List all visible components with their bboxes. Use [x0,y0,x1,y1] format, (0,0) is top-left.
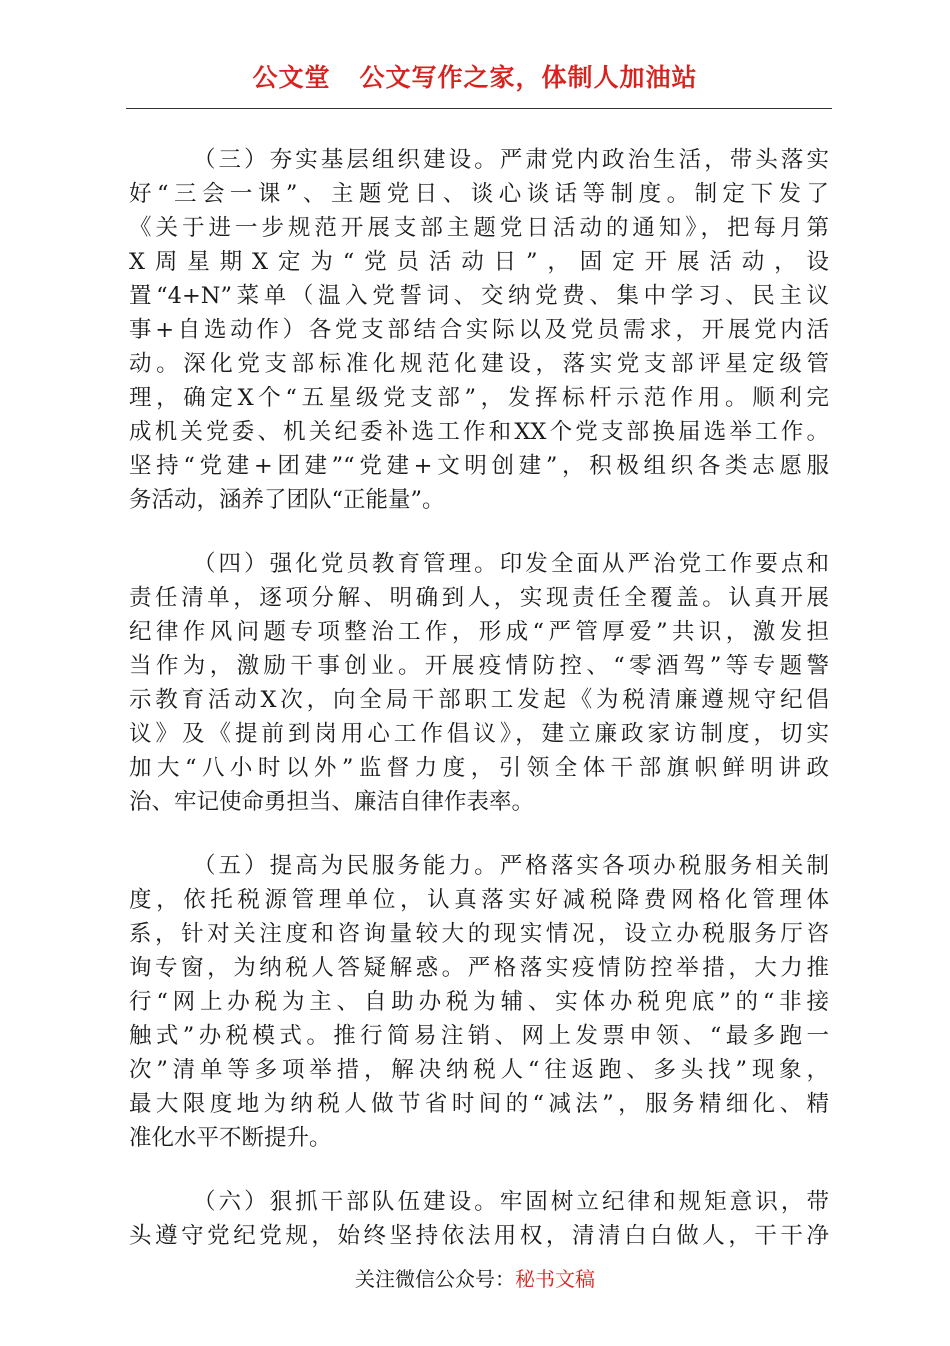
paragraph-gap [129,819,829,849]
footer-label: 关注微信公众号： [355,1267,515,1291]
paragraph-line: X周星期X定为“党员活动日”，固定开展活动，设 [129,249,829,275]
paragraph-line: 当作为，激励干事创业。开展疫情防控、“零酒驾”等专题警 [129,653,829,679]
paragraph-line: 准化水平不断提升。 [129,1125,332,1151]
paragraph-line: 示教育活动X次，向全局干部职工发起《为税清廉遵规守纪倡 [129,687,829,713]
paragraph-line: 次”清单等多项举措，解决纳税人“往返跑、多头找”现象， [129,1057,829,1083]
paragraph-line: 治、牢记使命勇担当、廉洁自律作表率。 [129,789,535,815]
paragraph-line: 行“网上办税为主、自助办税为辅、实体办税兜底”的“非接 [129,989,829,1015]
paragraph-line: （四）强化党员教育管理。印发全面从严治党工作要点和 [193,551,829,577]
paragraph-line: 询专窗，为纳税人答疑解惑。严格落实疫情防控举措，大力推 [129,955,829,981]
paragraph-line: 加大“八小时以外”监督力度，引领全体干部旗帜鲜明讲政 [129,755,829,781]
paragraph-line: 置“4+N”菜单（温入党誓词、交纳党费、集中学习、民主议 [129,283,829,309]
paragraph-line: 成机关党委、机关纪委补选工作和XX个党支部换届选举工作。 [129,419,829,445]
paragraph-gap [129,1155,829,1185]
header-divider [126,108,832,109]
paragraph-line: 触式”办税模式。推行简易注销、网上发票申领、“最多跑一 [129,1023,829,1049]
paragraph-line: 动。深化党支部标准化规范化建设，落实党支部评星定级管 [129,351,829,377]
paragraph-line: 好“三会一课”、主题党日、谈心谈话等制度。制定下发了 [129,181,829,207]
paragraph-line: （三）夯实基层组织建设。严肃党内政治生活，带头落实 [193,147,829,173]
paragraph-line: 最大限度地为纳税人做节省时间的“减法”，服务精细化、精 [129,1091,829,1117]
paragraph-line: 责任清单，逐项分解、明确到人，实现责任全覆盖。认真开展 [129,585,829,611]
body-paragraph [129,1185,829,1253]
paragraph-line: 理，确定X个“五星级党支部”，发挥标杆示范作用。顺利完 [129,385,829,411]
page-footer [0,1263,950,1292]
paragraph-line: （五）提高为民服务能力。严格落实各项办税服务相关制 [193,853,829,879]
paragraph-line: 议》及《提前到岗用心工作倡议》，建立廉政家访制度，切实 [129,721,829,747]
paragraph-line: 头遵守党纪党规，始终坚持依法用权，清清白白做人，干干净 [129,1223,829,1249]
body-paragraph [129,849,829,1155]
paragraph-line: 《关于进一步规范开展支部主题党日活动的通知》，把每月第 [129,215,829,241]
footer-account-name: 秘书文稿 [515,1267,595,1291]
paragraph-line: 度，依托税源管理单位，认真落实好减税降费网格化管理体 [129,887,829,913]
document-body [129,143,829,1253]
paragraph-line: （六）狠抓干部队伍建设。牢固树立纪律和规矩意识，带 [193,1189,829,1215]
paragraph-line: 系，针对关注度和咨询量较大的现实情况，设立办税服务厅咨 [129,921,829,947]
body-paragraph [129,547,829,819]
page-header-title: 公文堂 公文写作之家，体制人加油站 [252,63,698,92]
paragraph-gap [129,517,829,547]
paragraph-line: 务活动，涵养了团队“正能量”。 [129,487,445,513]
paragraph-line: 纪律作风问题专项整治工作，形成“严管厚爱”共识，激发担 [129,619,829,645]
paragraph-line: 事+自选动作）各党支部结合实际以及党员需求，开展党内活 [129,317,829,343]
body-paragraph [129,143,829,517]
paragraph-line: 坚持“党建+团建”“党建+文明创建”，积极组织各类志愿服 [129,453,829,479]
